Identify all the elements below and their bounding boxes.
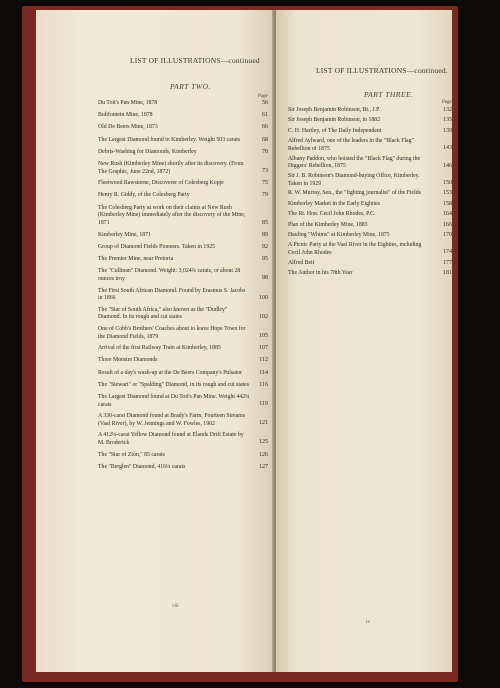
illustration-page-number: 121 [259, 420, 268, 427]
illustration-entry [98, 232, 268, 240]
illustration-page-number: 70 [262, 148, 268, 155]
right-page [276, 10, 452, 672]
illustration-title: Fleetwood Rawstorne, Discoverer of Colesberg Kopje [98, 180, 224, 187]
illustration-title: Sir Joseph Benjamin Robinson, Bt., J.P. [288, 107, 381, 113]
illustration-page-number: 73 [262, 168, 268, 174]
illustration-entry [98, 382, 268, 390]
illustration-title: The Rt. Hon. Cecil John Rhodes, P.C. [288, 211, 376, 218]
illustration-entry [98, 268, 268, 283]
illustration-entry [98, 370, 268, 378]
illustration-title: Hauling "Whims" at Kimberley Mine, 1875 [288, 232, 390, 238]
illustration-page-number: 56 [262, 100, 268, 106]
illustration-page-number: 177 [443, 259, 452, 266]
illustration-title: Alfred Aylward, one of the leaders in the "Black Flag" Rebellion of 1875 [288, 138, 414, 152]
right-page-folio: ix [366, 620, 370, 625]
illustration-entry [98, 357, 268, 365]
illustration-title: The Premier Mine, near Pretoria [98, 256, 174, 263]
illustration-page-number: 170 [443, 232, 452, 238]
illustration-page-number: 132 [443, 107, 452, 113]
illustration-page-number: 126 [259, 451, 268, 458]
illustration-page-number: 100 [259, 294, 268, 301]
illustration-entry [98, 205, 268, 228]
illustration-title: The Largest Diamond found in Kimberley. Weight 503 carats [98, 136, 241, 143]
left-illustration-list [98, 100, 268, 620]
illustration-entry [288, 138, 452, 153]
left-page-folio: viii [172, 604, 179, 609]
illustration-entry [288, 232, 452, 240]
right-illustration-list [288, 107, 452, 427]
illustration-entry [288, 260, 452, 268]
illustration-entry [288, 156, 452, 171]
illustration-page-number: 75 [262, 180, 268, 187]
illustration-title: A 412¼-carat Yellow Diamond found at Elands Drift Estate by M. Broderick [98, 432, 244, 446]
illustration-entry [288, 211, 452, 219]
right-page-page-column-header: Page [442, 100, 452, 105]
illustration-page-number: 98 [262, 275, 268, 282]
illustration-page-number: 107 [259, 345, 268, 352]
illustration-page-number: 102 [259, 313, 268, 320]
illustration-title: The Colesberg Party at work on their claims at New Rush (Kimberley Mine) immediately after the discovery of the Mine, 1871 [98, 204, 246, 226]
illustration-entry [98, 161, 268, 176]
illustration-title: Plan of the Kimberley Mine, 1883 [288, 221, 368, 228]
illustration-page-number: 61 [262, 112, 268, 119]
illustration-page-number: 114 [259, 369, 268, 376]
illustration-title: Group of Diamond Fields Pioneers. Taken in 1925 [98, 244, 216, 250]
illustration-title: A 330-carat Diamond found at Brady's Farm, Fourteen Streams (Vaal River), by W. Jennings and W. Fowles, 1902 [98, 413, 246, 427]
illustration-page-number: 181 [443, 270, 452, 277]
illustration-title: The "Stewart" or "Spalding" Diamond, in its rough and cut states [98, 381, 249, 388]
illustration-entry [98, 413, 268, 428]
illustration-page-number: 89 [262, 231, 268, 238]
illustration-entry [98, 288, 268, 303]
illustration-entry [98, 256, 268, 264]
illustration-page-number: 112 [259, 357, 268, 364]
illustration-title: Old De Beers Mine, 1873 [98, 124, 158, 131]
illustration-title: Arrival of the first Railway Train at Kimberley, 1885 [98, 345, 221, 352]
illustration-page-number: 174 [443, 249, 452, 256]
illustration-title: C. H. Hartley, of The Daily Independent [288, 127, 382, 134]
illustration-entry [288, 128, 452, 136]
illustration-title: The "Cullinan" Diamond. Weight: 3,024¾ carats, or about 28 ounces troy [98, 268, 241, 282]
illustration-entry [98, 432, 268, 447]
illustration-title: New Rush (Kimberley Mine) shortly after its discovery. (From The Graphic, June 22nd, 1872) [98, 161, 244, 175]
illustration-title: The Largest Diamond found at Du Toit's Pan Mine. Weight 442¼ carats [98, 394, 250, 408]
illustration-page-number: 85 [262, 219, 268, 226]
illustration-title: The "Star of Zion," 85 carats [98, 451, 165, 458]
illustration-page-number: 116 [259, 381, 268, 388]
illustration-page-number: 68 [262, 136, 268, 143]
illustration-entry [288, 201, 452, 209]
illustration-title: The Author in his 78th Year [288, 270, 353, 277]
illustration-entry [98, 149, 268, 157]
illustration-title: Albany Paddon, who hoisted the "Black Flag" during the Diggers' Rebellion, 1875 [288, 155, 421, 170]
illustration-entry [98, 137, 268, 145]
illustration-entry [98, 394, 268, 409]
illustration-title: Du Toit's Pan Mine, 1878 [98, 100, 158, 106]
left-page [36, 10, 274, 672]
illustration-entry [98, 345, 268, 353]
illustration-entry [98, 112, 268, 120]
illustration-entry [98, 244, 268, 252]
illustration-entry [98, 192, 268, 200]
left-page-heading: LIST OF ILLUSTRATIONS—continued [130, 56, 260, 65]
illustration-entry [98, 100, 268, 108]
right-page-part-title: PART THREE. [364, 90, 414, 99]
illustration-entry [98, 124, 268, 132]
illustration-page-number: 153 [443, 190, 452, 197]
illustration-page-number: 150 [443, 180, 452, 186]
illustration-page-number: 166 [443, 221, 452, 228]
illustration-page-number: 95 [262, 256, 268, 263]
illustration-title: One of Cobb's Brothers' Coaches about to leave Hope Town for the Diamond Fields, 1879 [98, 326, 246, 340]
illustration-title: Alfred Beit [288, 259, 315, 266]
illustration-page-number: 127 [259, 463, 268, 470]
illustration-entry [98, 307, 268, 322]
illustration-page-number: 66 [262, 124, 268, 131]
illustration-title: R. W. Murray, Sen., the "fighting journalist" of the Fields [288, 190, 421, 197]
right-page-heading: LIST OF ILLUSTRATIONS—continued. [316, 66, 448, 75]
illustration-entry [288, 173, 452, 188]
illustration-title: Bultfontein Mine, 1878 [98, 112, 153, 119]
illustration-page-number: 139 [443, 127, 452, 134]
illustration-title: The First South African Diamond. Found by Erasmus S. Jacobs in 1866 [98, 287, 246, 302]
illustration-title: Sir J. B. Robinson's Diamond-buying Office, Kimberley. Taken in 1929 [288, 173, 420, 187]
illustration-title: Result of a day's wash-up at the De Beers Company's Pulsator [98, 369, 243, 376]
left-page-part-title: PART TWO. [170, 82, 211, 91]
illustration-entry [288, 190, 452, 198]
illustration-page-number: 146 [443, 162, 452, 169]
illustration-page-number: 164 [443, 211, 452, 218]
left-page-page-column-header: Page [258, 94, 268, 99]
illustration-page-number: 119 [259, 401, 268, 407]
illustration-title: Debris-Washing for Diamonds, Kimberley [98, 148, 197, 155]
illustration-entry [98, 452, 268, 460]
illustration-title: Sir Joseph Benjamin Robinson, in 1882 [288, 117, 381, 124]
illustration-entry [98, 180, 268, 188]
illustration-title: The "Berglen" Diamond, 416¼ carats [98, 463, 186, 470]
illustration-entry [288, 117, 452, 125]
illustration-page-number: 158 [443, 200, 452, 207]
illustration-page-number: 143 [443, 145, 452, 152]
illustration-entry [288, 222, 452, 230]
illustration-entry [98, 326, 268, 341]
illustration-title: Henry R. Giddy, of the Colesberg Party [98, 192, 190, 199]
illustration-page-number: 135 [443, 117, 452, 124]
illustration-title: Kimberley Mine, 1871 [98, 231, 151, 238]
illustration-page-number: 92 [262, 244, 268, 250]
illustration-entry [288, 242, 452, 257]
illustration-page-number: 105 [259, 333, 268, 339]
illustration-entry [98, 464, 268, 472]
illustration-title: Three Monster Diamonds [98, 357, 158, 364]
illustration-entry [288, 107, 452, 115]
illustration-title: The "Star of South Africa," also known as the "Dudley" Diamond. In its rough and cut states [98, 306, 228, 321]
illustration-title: Kimberley Market in the Early Eighties [288, 200, 380, 207]
illustration-page-number: 79 [262, 192, 268, 199]
illustration-page-number: 125 [259, 439, 268, 446]
illustration-entry [288, 270, 452, 278]
illustration-title: A Picnic Party at the Vaal River in the Eighties, including Cecil John Rhodes [288, 242, 422, 256]
